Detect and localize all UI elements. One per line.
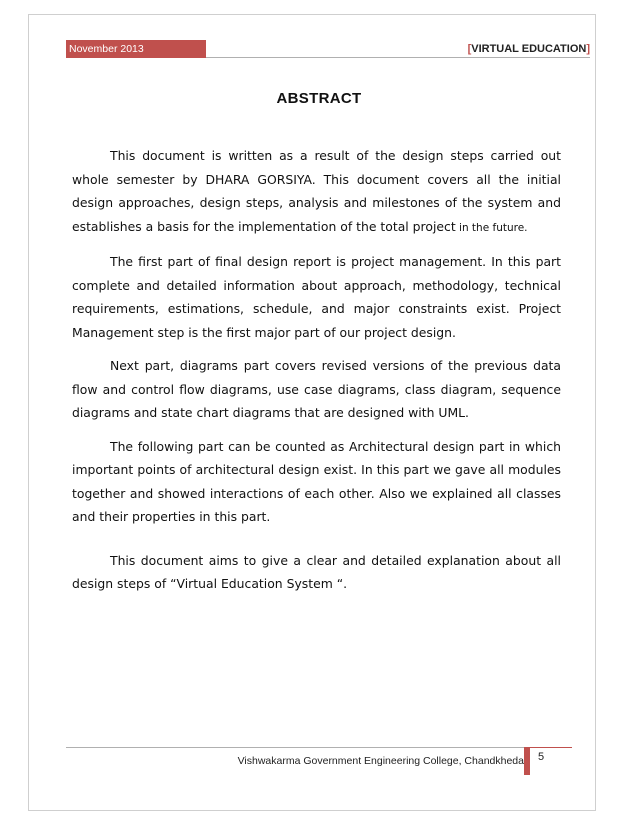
paragraph-5: This document aims to give a clear and detailed explanation about all design steps of “Virtual Education System “. (72, 552, 561, 591)
page-header (66, 40, 596, 60)
page-number-box (524, 747, 572, 775)
header-bracket-close: ] (586, 43, 590, 55)
header-title (468, 40, 590, 58)
paragraph-2: The first part of final design report is project management. In this part complete and detailed information about approach, methodology, technical requirements, estimations, schedule, and major constraints exist. Project Management step is the first major part of our project design. (72, 254, 561, 340)
page-number-accent (524, 747, 530, 775)
footer-college: Vishwakarma Government Engineering College, Chandkheda (237, 755, 524, 767)
page-number-line (530, 747, 572, 748)
header-bracket-open: [ (467, 43, 472, 55)
abstract-body (72, 144, 561, 606)
header-title-text: VIRTUAL EDUCATION (471, 43, 587, 55)
paragraph-1-tail: in the future. (455, 221, 528, 234)
header-date: November 2013 (66, 40, 206, 58)
paragraph-1-text: This document is written as a result of the design steps carried out whole semester by DHARA GORSIYA. This document covers all the initial design approaches, design steps, analysis and milestones of the system and establishes a basis for the implementation of the total project (72, 148, 561, 234)
page-footer (66, 747, 572, 775)
paragraph-4: The following part can be counted as Architectural design part in which important points of architectural design exist. In this part we gave all modules together and showed interactions of each other. Also we explained all classes and their properties in this part. (72, 438, 561, 524)
paragraph-3: Next part, diagrams part covers revised versions of the previous data flow and control flow diagrams, use case diagrams, class diagram, sequence diagrams and state chart diagrams that are designed with UML. (72, 358, 561, 420)
paragraph-1 (72, 144, 561, 240)
abstract-heading: ABSTRACT (276, 90, 362, 107)
page-number: 5 (538, 751, 545, 763)
footer-divider (66, 747, 572, 748)
